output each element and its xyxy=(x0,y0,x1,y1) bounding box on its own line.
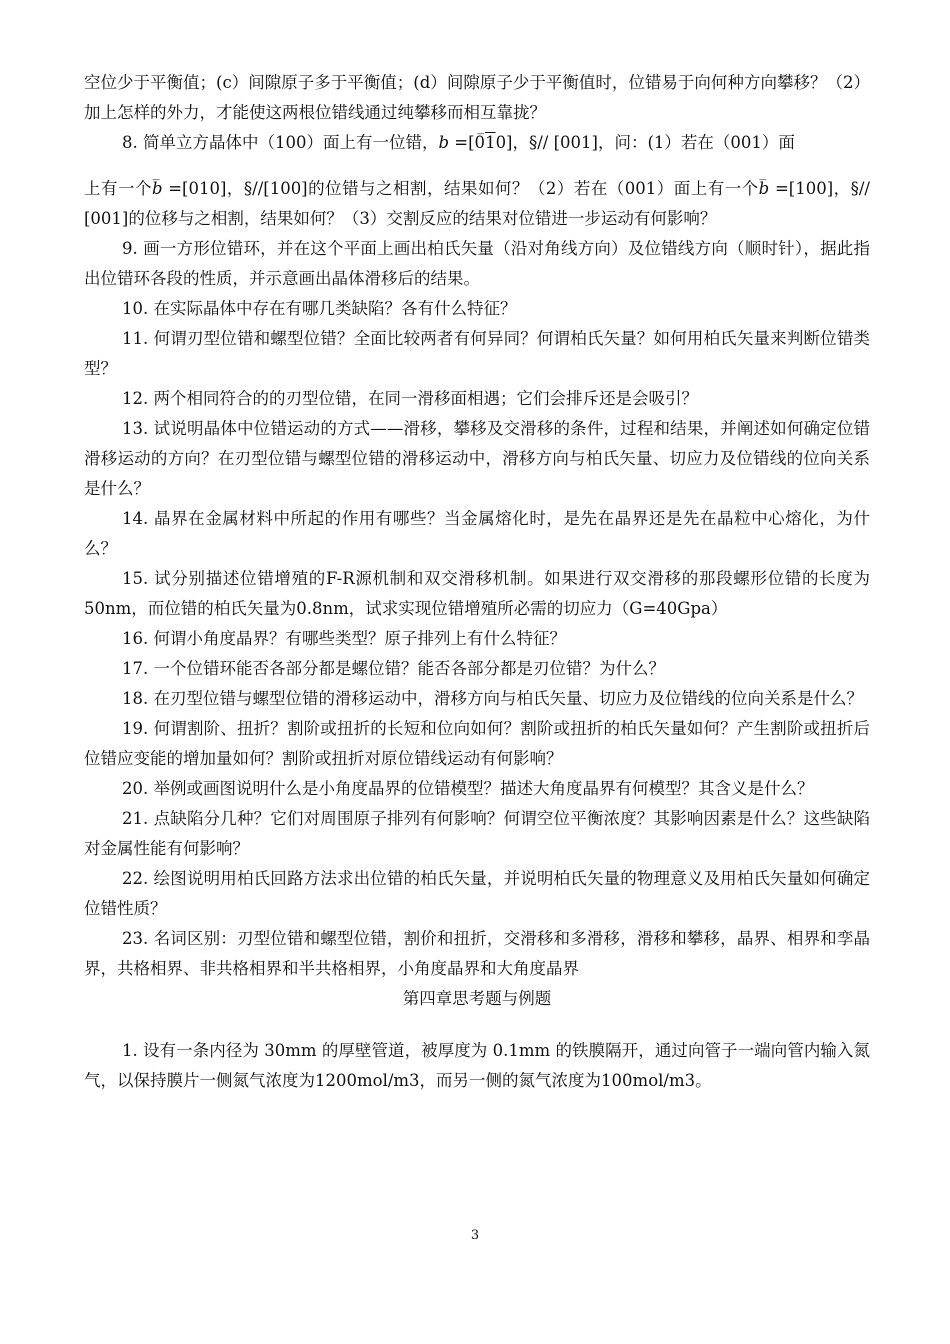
question-16: 16. 何谓小角度晶界？有哪些类型？原子排列上有什么特征？ xyxy=(122,629,566,648)
question-9: 9. 画一方形位错环，并在这个平面上画出柏氏矢量（沿对角线方向）及位错线方向（顺时针），据此指出位错环各段的性质，并示意画出晶体滑移后的结果。 xyxy=(84,239,870,288)
q8-text-c3: =[100]，§// [001]的位移与之相割，结果如何？（3）交割反应的结果对位错进一步运动有何影响？ xyxy=(84,179,870,228)
q8-text-a: 8. 简单立方晶体中（100）面上有一位错， xyxy=(122,133,439,152)
question-21: 21. 点缺陷分几种？它们对周围原子排列有何影响？何谓空位平衡浓度？其影响因素是什么？这些缺陷对金属性能有何影响？ xyxy=(84,809,870,858)
question-8-part1 xyxy=(84,128,870,158)
question-20: 20. 举例或画图说明什么是小角度晶界的位错模型？描述大角度晶界有何模型？其含义是什么？ xyxy=(122,779,814,798)
question-19: 19. 何谓割阶、扭折？割阶或扭折的长短和位向如何？割阶或扭折的柏氏矢量如何？产生割阶或扭折后位错应变能的增加量如何？割阶或扭折对原位错线运动有何影响？ xyxy=(84,719,870,768)
q8-text-c: 上有一个 xyxy=(84,179,152,198)
question-12: 12. 两个相同符合的的刃型位错，在同一滑移面相遇；它们会排斥还是会吸引？ xyxy=(122,389,698,408)
q8-text-c2: =[010]，§//[100]的位错与之相割，结果如何？（2）若在（001）面上有一个 xyxy=(162,179,759,198)
page-number: 3 xyxy=(470,1228,480,1243)
chapter-heading: 第四章思考题与例题 xyxy=(402,989,552,1008)
q8-text-a2: =[0 xyxy=(449,133,486,152)
question-22: 22. 绘图说明用柏氏回路方法求出位错的柏氏矢量，并说明柏氏矢量的物理意义及用柏氏矢量如何确定位错性质？ xyxy=(84,869,870,918)
overlined-index: 1 xyxy=(485,133,496,152)
burgers-vector-symbol: ‾ b xyxy=(759,179,770,198)
question-14: 14. 晶界在金属材料中所起的作用有哪些？当金属熔化时，是先在晶界还是先在晶粒中心熔化，为什么？ xyxy=(84,509,870,558)
question-17: 17. 一个位错环能否各部分都是螺位错？能否各部分都是刃位错？为什么？ xyxy=(122,659,665,678)
question-8-part2 xyxy=(84,174,870,234)
question-23: 23. 名词区别：刃型位错和螺型位错，割价和扭折，交滑移和多滑移，滑移和攀移，晶界、相界和孪晶界，共格相界、非共格相界和半共格相界，小角度晶界和大角度晶界 xyxy=(84,929,870,978)
chapter4-question-1: 1. 设有一条内径为 30mm 的厚壁管道，被厚度为 0.1mm 的铁膜隔开，通过向管子一端向管内输入氮气，以保持膜片一侧氮气浓度为1200mol/m3，而另一侧的氮气浓度为100mol/m3。 xyxy=(84,1041,870,1090)
question-11: 11. 何谓刃型位错和螺型位错？全面比较两者有何异同？何谓柏氏矢量？如何用柏氏矢量来判断位错类型？ xyxy=(84,329,870,378)
continuation-paragraph: 空位少于平衡值；(c）间隙原子多于平衡值；(d）间隙原子少于平衡值时，位错易于向何种方向攀移？（2）加上怎样的外力，才能使这两根位错线通过纯攀移而相互靠拢？ xyxy=(84,73,870,122)
q8-text-a3: 0]，§// [001]，问：(1）若在（001）面 xyxy=(495,133,795,152)
page-content xyxy=(84,68,870,1096)
question-10: 10. 在实际晶体中存在有哪几类缺陷？各有什么特征？ xyxy=(122,299,517,318)
question-15: 15. 试分别描述位错增殖的F-R源机制和双交滑移机制。如果进行双交滑移的那段螺形位错的长度为50nm，而位错的柏氏矢量为0.8nm，试求实现位错增殖所必需的切应力（G=40Gpa） xyxy=(84,569,870,618)
burgers-vector-symbol: ‾ b xyxy=(152,179,163,198)
question-18: 18. 在刃型位错与螺型位错的滑移运动中，滑移方向与柏氏矢量、切应力及位错线的位向关系是什么？ xyxy=(122,689,863,708)
question-13: 13. 试说明晶体中位错运动的方式——滑移，攀移及交滑移的条件，过程和结果，并阐述如何确定位错滑移运动的方向？在刃型位错与螺型位错的滑移运动中，滑移方向与柏氏矢量、切应力及位错线的位向关系是什么？ xyxy=(84,419,870,498)
burgers-vector-symbol: ‾ b xyxy=(438,133,449,152)
